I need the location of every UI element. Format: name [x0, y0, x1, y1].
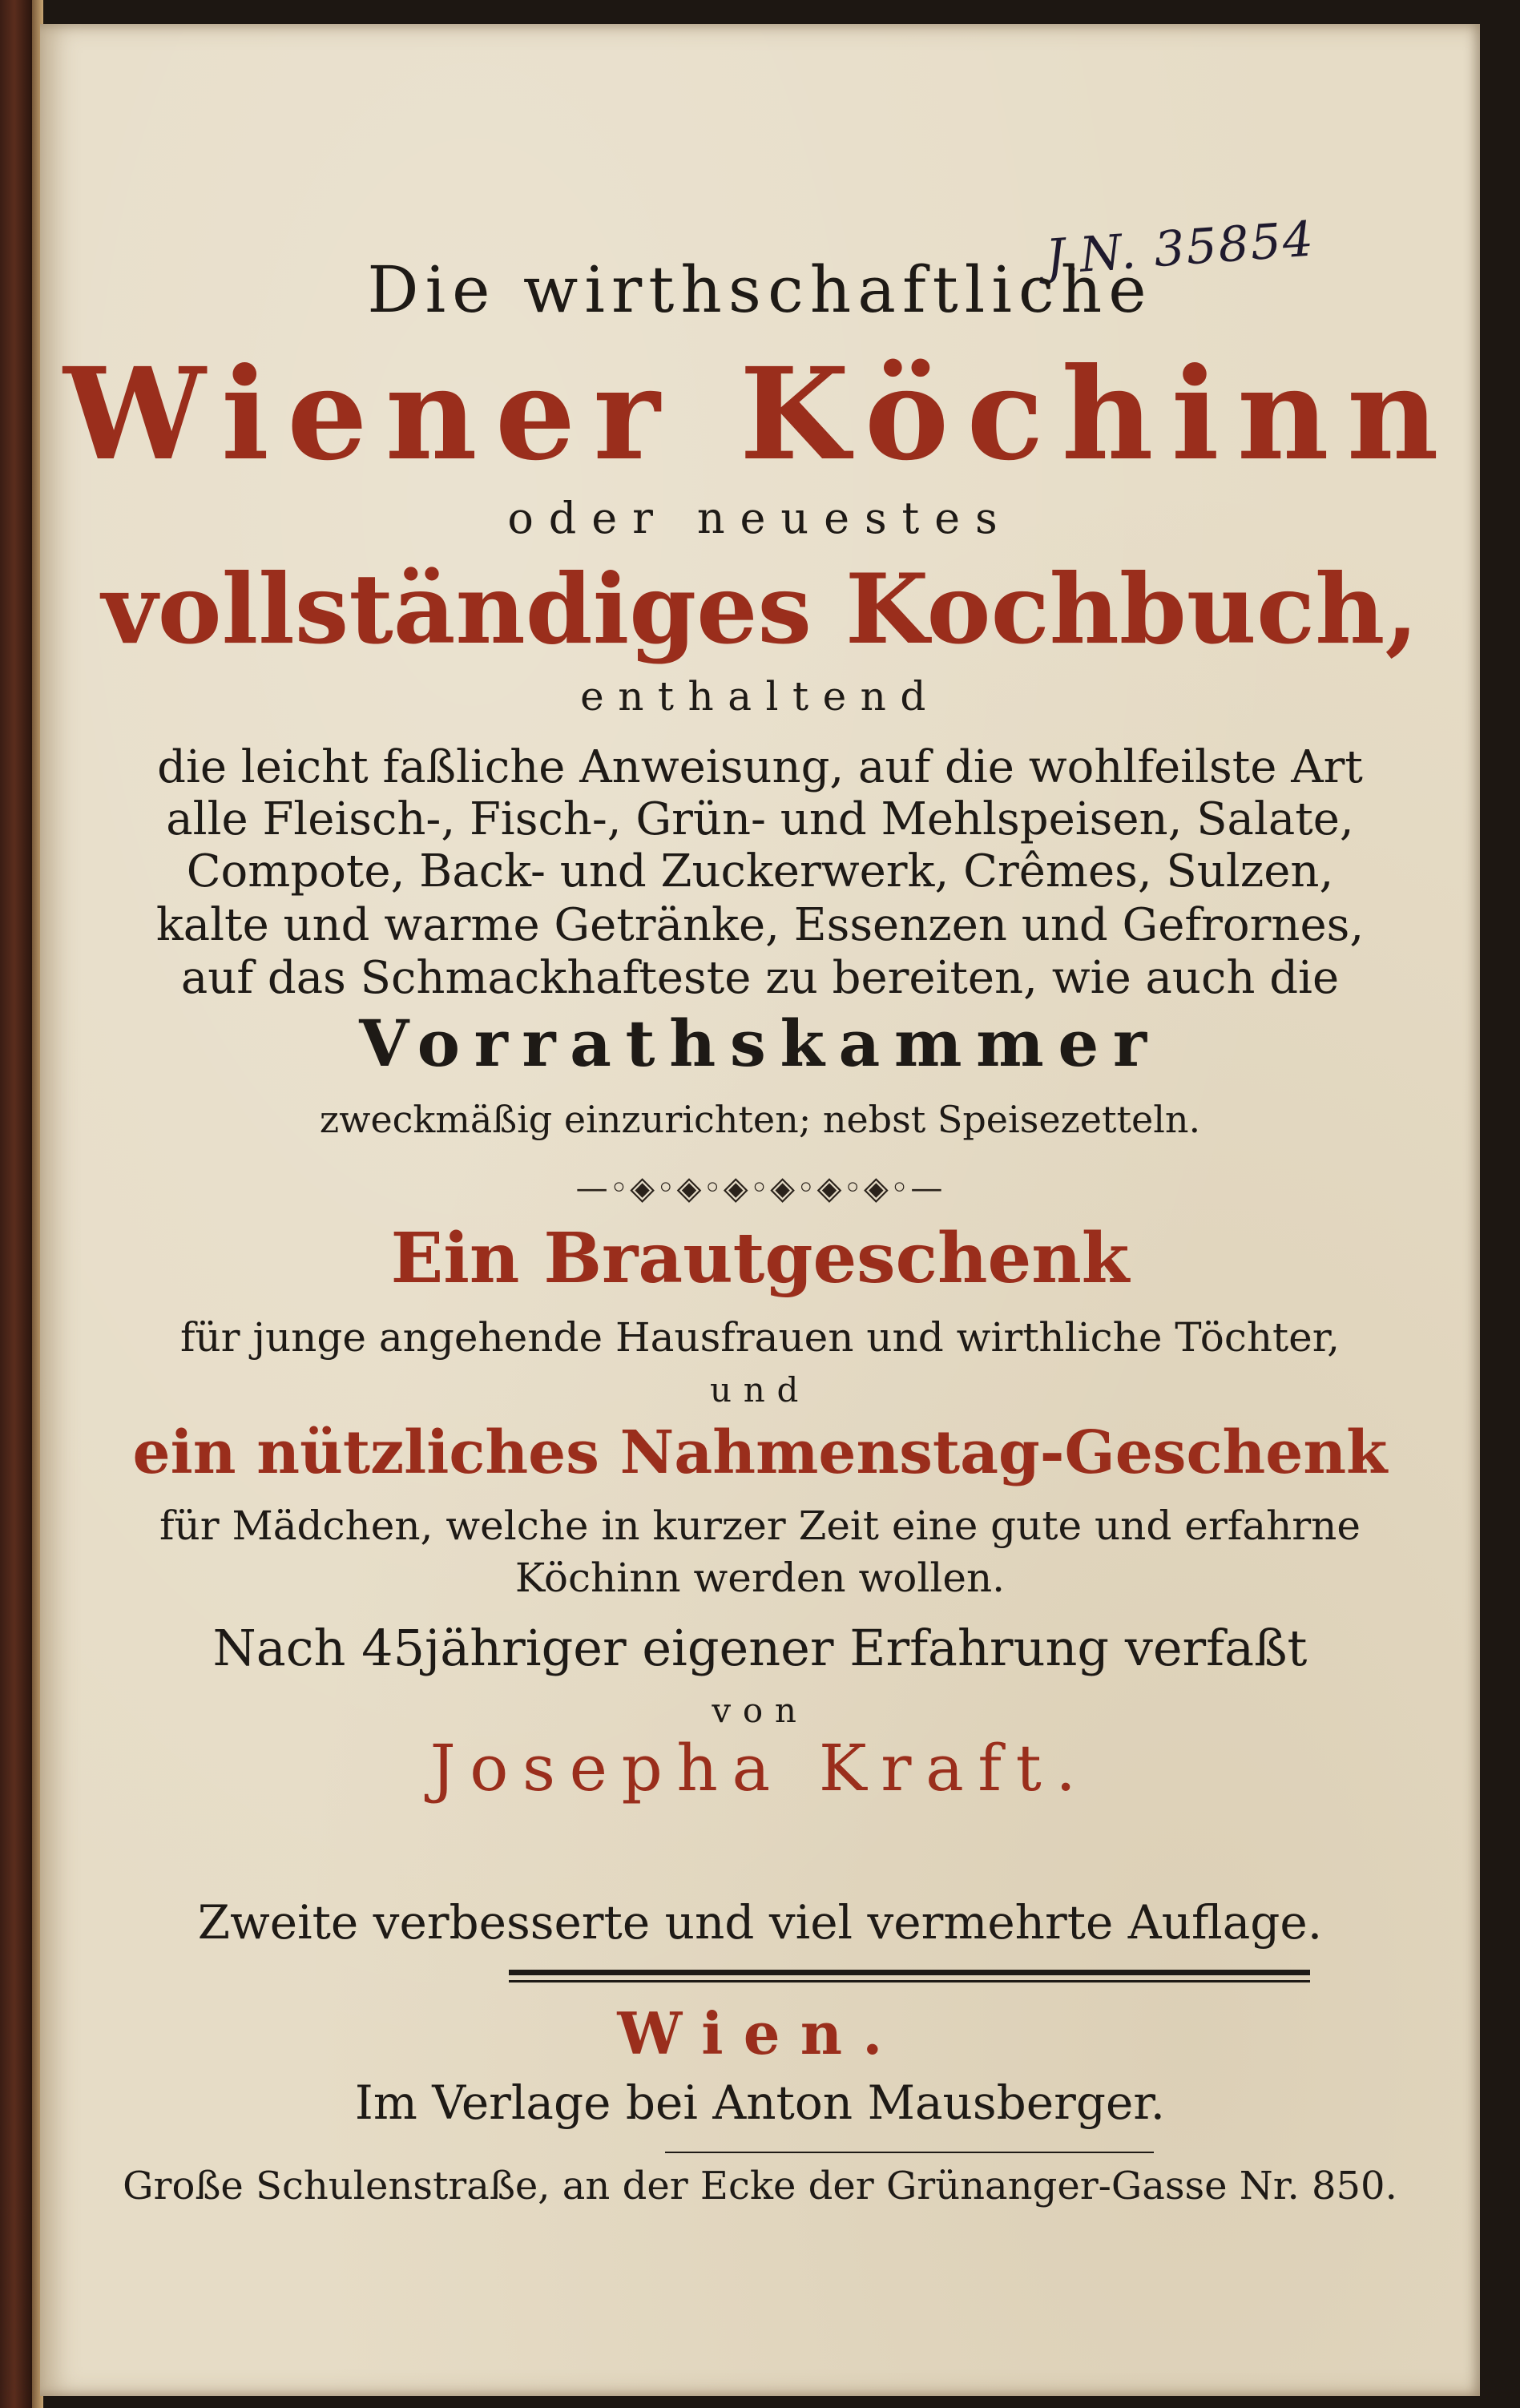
- double-rule-thin: [509, 1980, 1310, 1982]
- imprint-publisher: Im Verlage bei Anton Mausberger.: [354, 2075, 1166, 2130]
- zweck-line: zweckmäßig einzurichten; nebst Speisezetteln.: [319, 1098, 1201, 1141]
- body-line-2: alle Fleisch-, Fisch-, Grün- und Mehlspeisen, Salate,: [166, 793, 1354, 845]
- vorrathskammer-heading: Vorrathskammer: [359, 1006, 1161, 1081]
- title-line-3: oder neuestes: [507, 493, 1013, 543]
- subtitle: vollständiges Kochbuch,: [101, 553, 1419, 666]
- author-name: Josepha Kraft.: [429, 1731, 1091, 1805]
- und-line: und: [709, 1370, 811, 1410]
- body-line-1: die leicht faßliche Anweisung, auf die wohlfeilste Art: [157, 741, 1363, 793]
- gift-title: Ein Brautgeschenk: [390, 1218, 1130, 1299]
- body-line-3: Compote, Back- und Zuckerwerk, Crêmes, Sulzen,: [186, 845, 1334, 897]
- handwritten-annotation: J.N. 35854: [1043, 211, 1317, 286]
- body-line-5: auf das Schmackhafteste zu bereiten, wie auch die: [180, 952, 1340, 1004]
- imprint-city: Wien.: [617, 1999, 903, 2067]
- main-title: Wiener Köchinn: [63, 341, 1457, 489]
- book-binding: [0, 0, 32, 2408]
- gift-for-line: für junge angehende Hausfrauen und wirthliche Töchter,: [179, 1314, 1341, 1361]
- gift-for-line-2a: für Mädchen, welche in kurzer Zeit eine gute und erfahrne: [159, 1502, 1361, 1549]
- von-line: von: [712, 1691, 808, 1730]
- body-line-4: kalte und warme Getränke, Essenzen und Gefrornes,: [155, 899, 1365, 951]
- title-line-5: enthaltend: [580, 673, 940, 720]
- imprint-address: Große Schulenstraße, an der Ecke der Grünanger-Gasse Nr. 850.: [123, 2164, 1397, 2208]
- gift-for-line-2b: Köchinn werden wollen.: [514, 1555, 1006, 1601]
- imprint-rule: [665, 2152, 1154, 2153]
- title-page: [40, 24, 1480, 2396]
- gift-title-2: ein nützliches Nahmenstag-Geschenk: [132, 1418, 1388, 1487]
- double-rule-thick: [509, 1970, 1310, 1975]
- edition-line: Zweite verbesserte und viel vermehrte Auflage.: [197, 1895, 1323, 1950]
- title-line-1: Die wirthschaftliche: [367, 252, 1153, 327]
- author-intro: Nach 45jähriger eigener Erfahrung verfaßt: [212, 1619, 1308, 1677]
- ornament-divider: —◦◈◦◈◦◈◦◈◦◈◦◈◦—: [575, 1170, 945, 1207]
